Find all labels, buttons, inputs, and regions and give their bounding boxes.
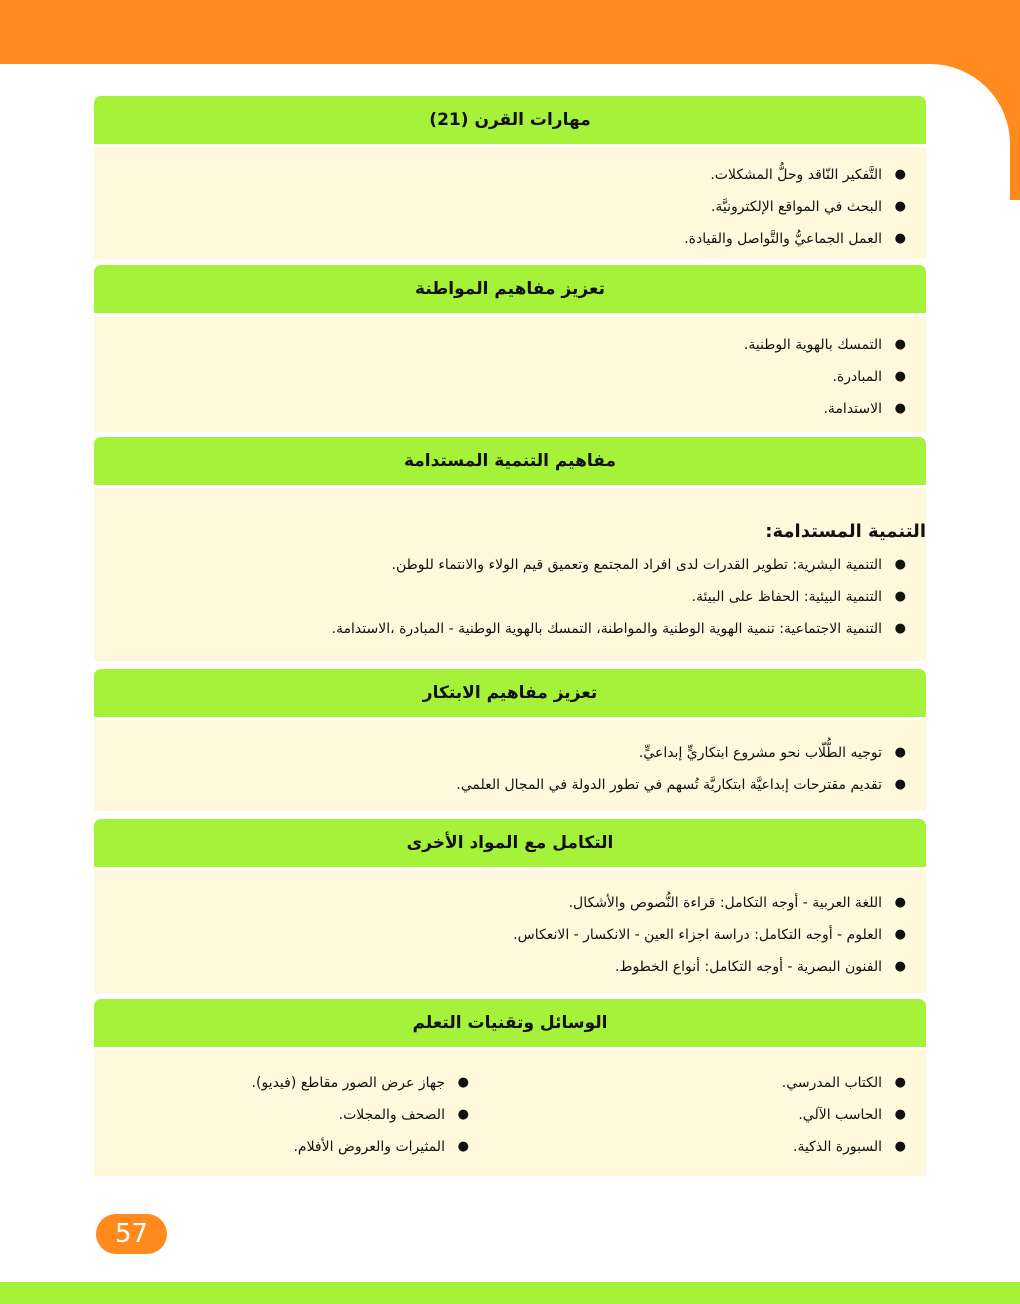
section-header: مهارات القرن (21) <box>94 96 926 144</box>
section-header: الوسائل وتقنيات التعلم <box>94 999 926 1047</box>
section-learning-tools <box>94 999 926 1176</box>
list-item: ● المثيرات والعروض الأفلام. <box>293 1139 469 1155</box>
list-item: ● الحاسب الآلي. <box>798 1107 906 1123</box>
list-item: ● جهاز عرض الصور مقاطع (فيديو). <box>251 1075 469 1091</box>
section-body <box>94 488 926 661</box>
subheading: التنمية المستدامة: <box>765 521 926 542</box>
section-header: تعزيز مفاهيم المواطنة <box>94 265 926 313</box>
list-item: ● الفنون البصرية - أوجه التكامل: أنواع الخطوط. <box>615 959 906 975</box>
bottom-green-band <box>0 1282 1020 1304</box>
section-integration <box>94 819 926 993</box>
section-header: التكامل مع المواد الأخرى <box>94 819 926 867</box>
section-header: تعزيز مفاهيم الابتكار <box>94 669 926 717</box>
list-item: ● تقديم مقترحات إبداعيَّة ابتكاريَّة تُسهم في تطور الدولة في المجال العلمي. <box>456 777 906 793</box>
top-corner-curve <box>930 40 1020 200</box>
section-citizenship <box>94 265 926 432</box>
list-item: ● التَّفكير النّاقد وحلُّ المشكلات. <box>710 167 906 183</box>
tools-column-2 <box>94 1067 489 1163</box>
list-item: ● التنمية البيئية: الحفاظ على البيئة. <box>691 589 906 605</box>
list-item: ● الصحف والمجلات. <box>338 1107 469 1123</box>
section-body <box>94 147 926 259</box>
section-header: مفاهيم التنمية المستدامة <box>94 437 926 485</box>
section-innovation <box>94 669 926 811</box>
list-item: ● المبادرة. <box>832 369 906 385</box>
list-item: ● اللغة العربية - أوجه التكامل: قراءة النُّصوص والأشكال. <box>568 895 906 911</box>
section-21st-century-skills <box>94 96 926 259</box>
list-item: ● العمل الجماعيُّ والتَّواصل والقيادة. <box>684 231 906 247</box>
tools-column-1 <box>489 1067 906 1163</box>
section-sustainable-development <box>94 437 926 661</box>
section-body <box>94 720 926 811</box>
list-item: ● العلوم - أوجه التكامل: دراسة اجزاء العين - الانكسار - الانعكاس. <box>513 927 906 943</box>
top-orange-band <box>0 0 1020 64</box>
section-body <box>94 870 926 993</box>
list-item: ● التنمية البشرية: تطوير القدرات لدى افراد المجتمع وتعميق قيم الولاء والانتماء للوطن. <box>391 557 906 573</box>
list-item: ● توجيه الطُّلّاب نحو مشروع ابتكاريٍّ إبداعيٍّ. <box>638 745 906 761</box>
list-item: ● السبورة الذكية. <box>793 1139 906 1155</box>
list-item: ● الاستدامة. <box>823 401 906 417</box>
list-item: ● التمسك بالهوية الوطنية. <box>743 337 906 353</box>
list-item: ● البحث في المواقع الإلكترونيَّة. <box>710 199 906 215</box>
list-item: ● الكتاب المدرسي. <box>781 1075 906 1091</box>
list-item: ● التنمية الاجتماعية: تنمية الهوية الوطنية والمواطنة، التمسك بالهوية الوطنية - المبادرة ،الاستدامة. <box>331 621 906 637</box>
page-number: 57 <box>96 1214 167 1254</box>
section-body <box>94 1050 926 1176</box>
section-body <box>94 316 926 432</box>
